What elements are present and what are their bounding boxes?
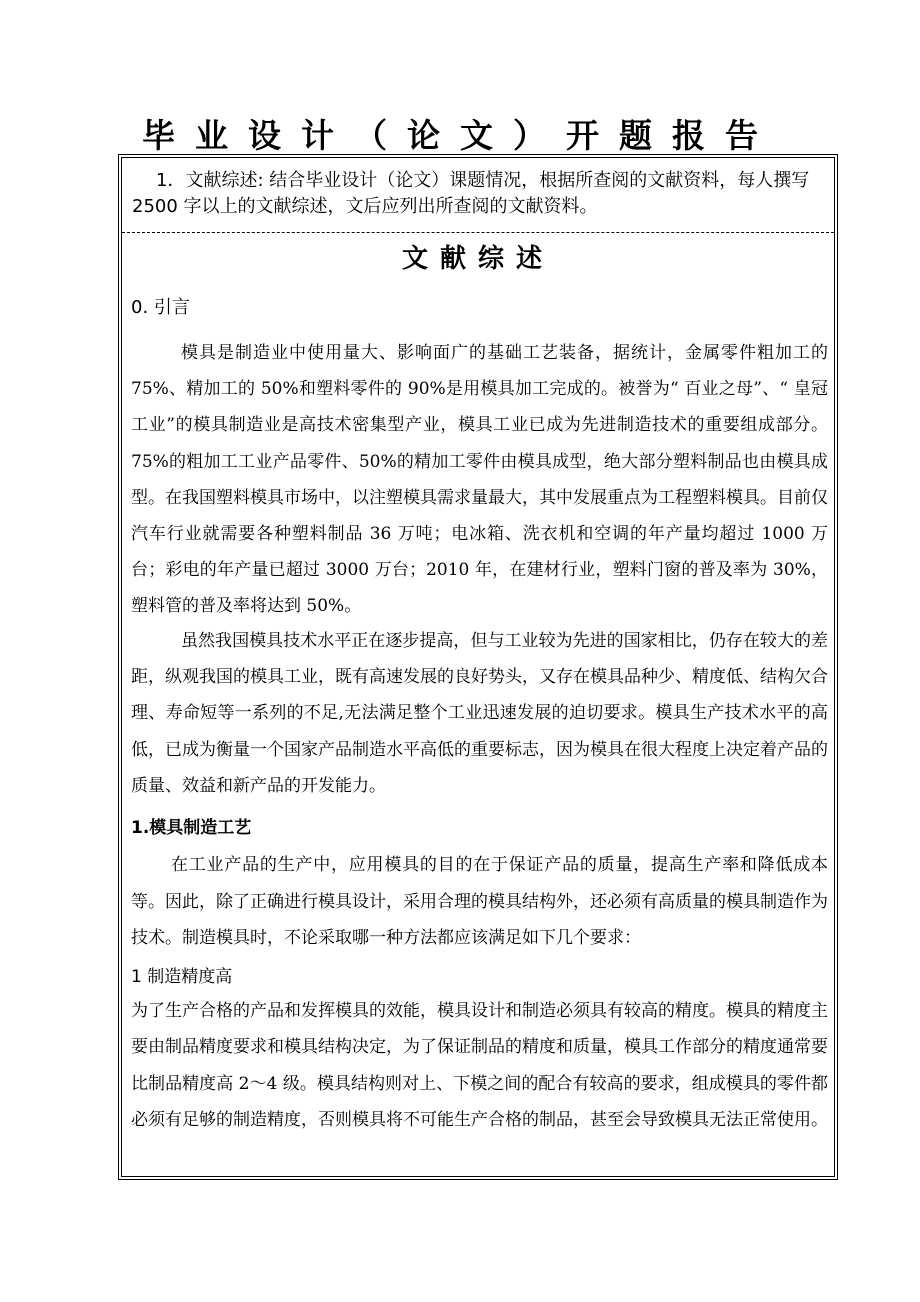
sub-heading: 1 制造精度高 bbox=[131, 967, 233, 987]
section1-heading: 1.模具制造工艺 bbox=[131, 818, 252, 838]
section-title: 文献综述 bbox=[401, 244, 554, 274]
paragraph-1: 模具是制造业中使用量大、影响面广的基础工艺装备，据统计，金属零件粗加工的 75%、精加工的 50%和塑料零件的 90%是用模具加工完成的。被誉为“ 百业之母”、“ 皇冠工业”的模具制造业是高技术密集型产业，模具工业已成为先进制造技术的重要组成部分。75%的粗加工工业产品零件、50%的精加工零件由模具成型，绝大部分塑料制品也由模具成型。在我国塑料模具市场中，以注塑模具需求量最大，其中发展重点为工程塑料模具。目前仅汽车行业就需要各种塑料制品 36 万吨；电冰箱、洗衣机和空调的年产量均超过 1000 万台；彩电的年产量已超过 3000 万台；2010 年，在建材行业，塑料门窗的普及率为 30%，塑料管的普及率将达到 50%。 bbox=[131, 343, 828, 617]
sub-paragraph: 为了生产合格的产品和发挥模具的效能，模具设计和制造必须具有较高的精度。模具的精度主要由制品精度要求和模具结构决定，为了保证制品的精度和质量，模具工作部分的精度通常要比制品精度高 2～4 级。模具结构则对上、下模之间的配合有较高的要求，组成模具的零件都必须有足够的制造精度，否则模具将不可能生产合格的制品，甚至会导致模具无法正常使用。 bbox=[131, 1001, 828, 1131]
intro-heading: 0. 引言 bbox=[131, 297, 190, 318]
paragraph-2: 虽然我国模具技术水平正在逐步提高，但与工业较为先进的国家相比，仍存在较大的差距，纵观我国的模具工业，既有高速发展的良好势头，又存在模具品种少、精度低、结构欠合理、寿命短等一系列的不足,无法满足整个工业迅速发展的迫切要求。模具生产技术水平的高低，已成为衡量一个国家产品制造水平高低的重要标志，因为模具在很大程度上决定着产品的质量、效益和新产品的开发能力。 bbox=[131, 631, 828, 796]
section1-paragraph: 在工业产品的生产中，应用模具的目的在于保证产品的质量，提高生产率和降低成本等。因此，除了正确进行模具设计，采用合理的模具结构外，还必须有高质量的模具制造作为技术。制造模具时，不论采取哪一种方法都应该满足如下几个要求： bbox=[131, 855, 828, 948]
page-title: 毕业设计（论文）开题报告 bbox=[142, 116, 778, 155]
instruction-text: 1．文献综述: 结合毕业设计（论文）课题情况，根据所查阅的文献资料，每人撰写 2500 字以上的文献综述，文后应列出所查阅的文献资料。 bbox=[132, 170, 810, 217]
instruction-box bbox=[122, 158, 834, 233]
report-frame bbox=[121, 157, 835, 1177]
